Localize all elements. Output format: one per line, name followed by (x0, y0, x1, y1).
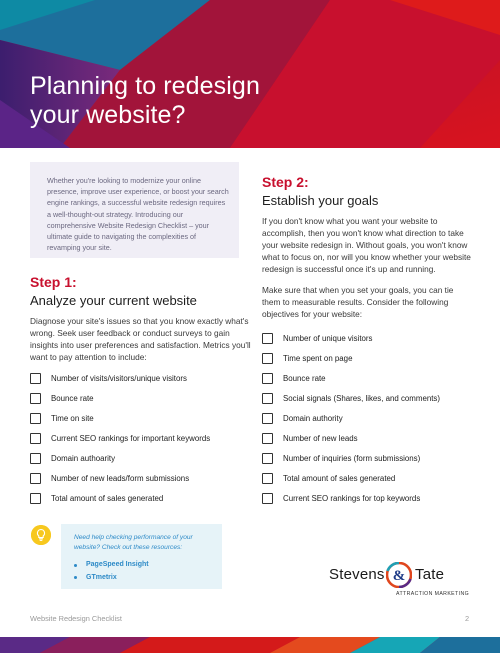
resource-link-gtmetrix[interactable] (74, 572, 210, 585)
page-title-line-1: Planning to redesign (30, 72, 260, 100)
lightbulb-icon (31, 525, 51, 545)
checklist-item-label: Number of inquiries (form submissions) (283, 453, 421, 463)
checklist-item-label: Bounce rate (283, 373, 326, 383)
checklist-item (262, 388, 440, 408)
checkbox[interactable] (30, 433, 41, 444)
checkbox[interactable] (262, 453, 273, 464)
checklist-item (30, 488, 210, 508)
checklist-item (262, 488, 440, 508)
step-2-label: Step 2: (262, 174, 309, 190)
page-title (30, 72, 260, 130)
checklist-item-label: Bounce rate (51, 393, 94, 403)
checklist-item (262, 328, 440, 348)
checklist-item (30, 388, 210, 408)
help-box (61, 524, 222, 589)
footer-color-bar (0, 637, 500, 653)
checkbox[interactable] (30, 473, 41, 484)
help-links (74, 559, 210, 584)
checklist-item-label: Domain authoarity (51, 453, 116, 463)
checklist-item-label: Current SEO rankings for important keywords (51, 433, 211, 443)
step-2-title: Establish your goals (262, 193, 379, 208)
checklist-item (30, 408, 210, 428)
step-2-body-2: Make sure that when you set your goals, you can tie them to measurable results. Consider the following objectives for your website: (262, 285, 454, 319)
help-text: Need help checking performance of your website? Check out these resources: (74, 534, 193, 551)
checklist-item-label: Current SEO rankings for top keywords (283, 493, 421, 503)
checklist-item-label: Number of unique visitors (283, 333, 373, 343)
checkbox[interactable] (30, 373, 41, 384)
logo-word-stevens: Stevens (329, 566, 385, 583)
checklist-item (262, 448, 440, 468)
logo-tagline: ATTRACTION MARKETING (396, 591, 470, 597)
checklist-item (262, 348, 440, 368)
footer-title: Website Redesign Checklist (30, 614, 122, 623)
checkbox[interactable] (262, 413, 273, 424)
logo-word-tate: Tate (415, 566, 445, 583)
checklist-item-label: Number of new leads (283, 433, 358, 443)
header-banner (0, 0, 500, 148)
company-logo (329, 562, 471, 602)
checklist-item (30, 448, 210, 468)
intro-box (30, 162, 239, 258)
intro-text: Whether you're looking to modernize your online presence, improve user experience, or boost your search engine rankings, a successful website redesign requires a well-thought-out strategy. Introducing our comprehensive Website Redesign Checklist – your ultimate guide to navigating the complexities of revamping your site. (47, 176, 229, 253)
checkbox[interactable] (262, 373, 273, 384)
checklist-item-label: Total amount of sales generated (51, 493, 164, 503)
step-1-label: Step 1: (30, 274, 77, 290)
checklist-item (262, 468, 440, 488)
checklist-item (30, 368, 210, 388)
step-2-body-1: If you don't know what you want your website to accomplish, then you won't know what direction to take your website redesign in. Without goals, you won't know what to focus on, nor will you know whether your website redesign is successful once it's up and running. (262, 216, 471, 274)
logo-amp-text: & (392, 568, 406, 584)
step-1-body: Diagnose your site's issues so that you know exactly what's wrong. Seek user feedback or conduct surveys to gain insights into user preferences and satisfaction. Metrics you'll want to pay attention to include: (30, 316, 251, 362)
checklist-item (262, 408, 440, 428)
checklist-item-label: Social signals (Shares, likes, and comments) (283, 393, 440, 403)
checklist-item (262, 428, 440, 448)
checkbox[interactable] (262, 433, 273, 444)
step-1-checklist (30, 368, 210, 508)
checklist-item-label: Domain authority (283, 413, 343, 423)
checklist-item (30, 428, 210, 448)
checklist-item-label: Time spent on page (283, 353, 353, 363)
resource-link-pagespeed[interactable] (74, 559, 210, 572)
bullet-icon (74, 564, 77, 567)
bullet-icon (74, 576, 77, 579)
checkbox[interactable] (30, 393, 41, 404)
checkbox[interactable] (262, 333, 273, 344)
step-2-checklist (262, 328, 440, 508)
checklist-item-label: Number of visits/visitors/unique visitors (51, 373, 187, 383)
checkbox[interactable] (262, 353, 273, 364)
ampersand-logo-icon (386, 562, 412, 588)
checklist-item-label: Time on site (51, 413, 94, 423)
checklist-item (262, 368, 440, 388)
resource-link-label: PageSpeed Insight (86, 561, 149, 568)
step-1-title: Analyze your current website (30, 293, 197, 308)
checklist-item (30, 468, 210, 488)
resource-link-label: GTmetrix (86, 573, 117, 581)
checkbox[interactable] (30, 453, 41, 464)
page-number: 2 (465, 614, 470, 623)
checkbox[interactable] (262, 473, 273, 484)
checklist-item-label: Total amount of sales generated (283, 473, 396, 483)
checkbox[interactable] (30, 413, 41, 424)
checkbox[interactable] (262, 393, 273, 404)
page-title-line-2: your website? (30, 101, 186, 129)
checkbox[interactable] (30, 493, 41, 504)
checkbox[interactable] (262, 493, 273, 504)
checklist-item-label: Number of new leads/form submissions (51, 473, 190, 483)
